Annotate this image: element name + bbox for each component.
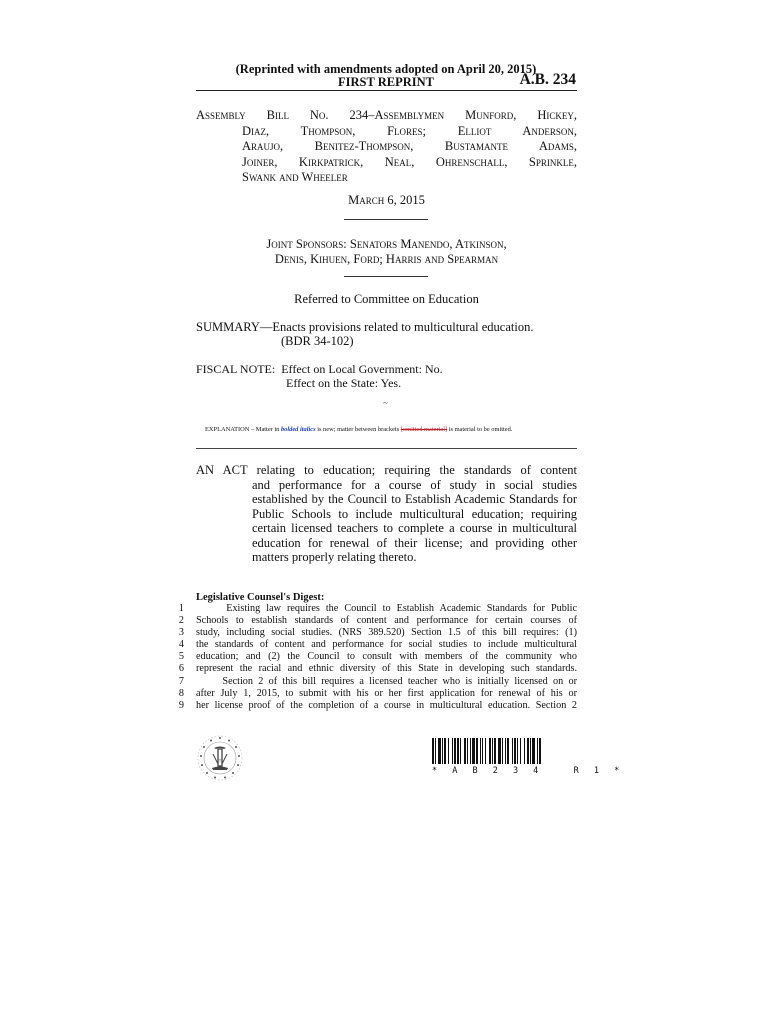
barcode-bar [498,738,501,764]
joint-rule [344,276,428,277]
explanation-note [205,426,577,433]
digest-line: after July 1, 2015, to submit with his or her first application for renewal of his or [196,687,577,699]
fiscal-note-line: FISCAL NOTE: Effect on Local Government: No. [196,362,443,376]
summary [196,320,577,348]
bill-date: March 6, 2015 [348,193,425,207]
barcode-bar [476,738,478,764]
digest-line: Existing law requires the Council to Establish Academic Standards for Public [196,603,577,614]
barcode-bar [494,738,496,764]
line-number: 9 [178,699,184,711]
barcode-bar [457,738,459,764]
act-first-line: AN ACT relating to education; requiring the standards of content [196,463,577,477]
barcode-bar [530,738,531,764]
line-number: 1 [178,603,184,614]
explanation-rule [196,448,577,449]
nevada-seal-icon [196,734,244,782]
sponsors-line: Swank and Wheeler [242,170,348,184]
barcode-bar [442,738,443,764]
barcode-bar [444,738,446,764]
line-number: 7 [178,675,184,687]
line-number: 6 [178,663,184,675]
line-number: 8 [178,687,184,699]
barcode-bar [435,738,436,764]
digest-line: education; and (2) the Council to consult with members of the community who [196,651,577,663]
digest-line: represent the racial and ethnic diversity of this State in developing such standards. [196,663,577,675]
barcode-bar [467,738,468,764]
reprint-note: (Reprinted with amendments adopted on April 20, 2015) [235,62,537,76]
barcode-bar [507,738,509,764]
barcode-bar [464,738,466,764]
fiscal-note [196,363,577,390]
barcode-bar [489,738,491,764]
digest-line: study, including social studies. (NRS 389.520) Section 1.5 of this bill requires: (1) [196,627,577,639]
explanation-omitted: [omitted material] [400,426,448,433]
explanation-middle: is new; matter between brackets [315,426,401,433]
barcode-bar [527,738,529,764]
bill-number: A.B. 234 [519,71,576,88]
referred-to-committee: Referred to Committee on Education [294,292,479,306]
barcode-bar [448,738,449,764]
sponsors-block [196,108,577,186]
digest-line: Schools to establish standards of content and performance for certain courses of [196,615,577,627]
date-rule [344,219,428,220]
barcode-bar [532,738,535,764]
line-number: 2 [178,615,184,627]
line-number: 4 [178,639,184,651]
barcode-bar [517,738,518,764]
digest-body [196,603,577,712]
barcode-bar [452,738,453,764]
line-numbers [172,603,184,712]
barcode-bar [492,738,493,764]
barcode-bar [520,738,521,764]
sponsors-line: Araujo, Benitez-Thompson, Bustamante Adams, [242,139,577,153]
barcode-bar [470,738,471,764]
svg-text:†: † [218,759,222,764]
joint-sponsors-line: Denis, Kihuen, Ford; Harris and Spearman [274,252,499,266]
barcode-bar [505,738,506,764]
sponsors-line: Joiner, Kirkpatrick, Neal, Ohrenschall, Sprinkle, [242,154,577,169]
act-title [196,463,577,565]
barcode-bar [460,738,461,764]
digest-line: the standards of content and performance for social studies to include multicultural [196,639,577,651]
barcode-bar [537,738,538,764]
first-reprint-label: FIRST REPRINT [338,75,434,89]
line-number: 3 [178,627,184,639]
digest-line: her license proof of the completion of a course in multicultural education. Section 2 [196,699,577,711]
joint-sponsors [196,237,577,267]
barcode-bar [454,738,456,764]
barcode-bar [480,738,481,764]
digest-line: Section 2 of this bill requires a licensed teacher who is initially licensed on or [196,675,577,687]
barcode-icon [432,738,577,764]
barcode-bar [472,738,475,764]
barcode-bar [482,738,483,764]
barcode-bar [524,738,525,764]
section-separator: ~ [383,398,388,408]
digest-heading: Legislative Counsel's Digest: [196,592,325,603]
summary-bdr: (BDR 34-102) [281,334,354,348]
barcode-bar [432,738,434,764]
explanation-suffix: is material to be omitted. [447,426,513,433]
barcode-bar [485,738,486,764]
explanation-new-matter: bolded italics [280,426,316,433]
barcode-bar [539,738,541,764]
barcode-bar [512,738,513,764]
fiscal-note-line: Effect on the State: Yes. [286,375,402,390]
barcode-bar [514,738,516,764]
header-rule [196,90,577,91]
line-number: 5 [178,651,184,663]
joint-sponsors-line: Joint Sponsors: Senators Manendo, Atkinson, [266,237,507,251]
sponsors-line: Diaz, Thompson, Flores; Elliot Anderson, [242,123,577,138]
explanation-prefix: EXPLANATION – Matter in [205,426,281,433]
summary-line: SUMMARY—Enacts provisions related to multicultural education. [196,320,534,334]
sponsors-line: Assembly Bill No. 234–Assemblymen Munford, Hickey, [196,108,577,122]
barcode-bar [438,738,441,764]
barcode-bar [502,738,503,764]
act-body: and performance for a course of study in social studies established by the Council to Establish Academic Standards for Public Schools to include multicultural education; requiring certain licensed teachers to complete a course in multicultural education for renewal of their license; and providing other matters properly relating thereto. [252,477,577,564]
barcode-label: * A B 2 3 4 R 1 * [432,766,625,776]
